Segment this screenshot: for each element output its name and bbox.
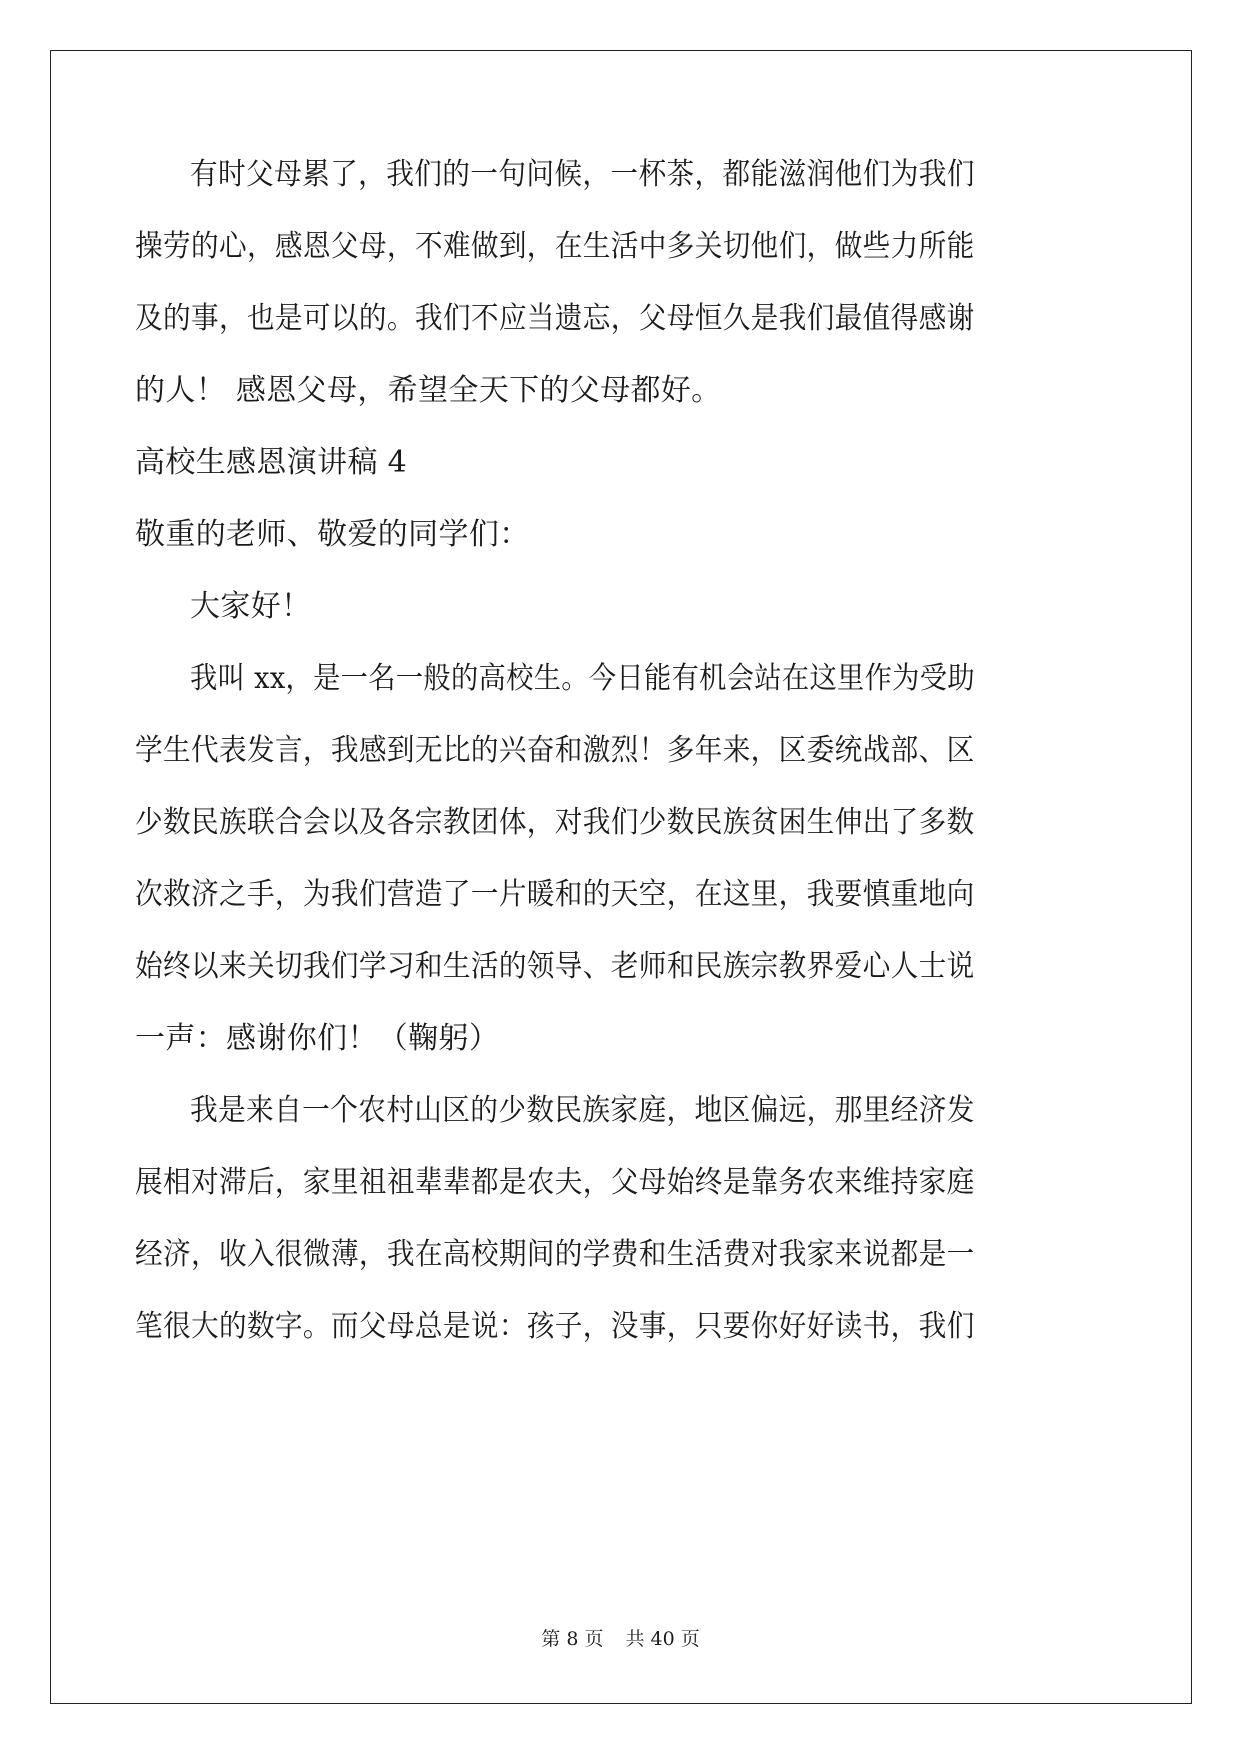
page-number: 第 8 页 [541,1628,604,1650]
body-line: 笔很大的数字。而父母总是说：孩子，没事，只要你好好读书，我们 [135,1309,975,1344]
body-line: 及的事，也是可以的。我们不应当遗忘，父母恒久是我们最值得感谢 [135,301,975,336]
body-line: 展相对滞后，家里祖祖辈辈都是农夫，父母始终是靠务农来维持家庭 [135,1165,975,1200]
total-pages: 共 40 页 [625,1628,700,1650]
body-line: 学生代表发言，我感到无比的兴奋和激烈！多年来，区委统战部、区 [135,733,975,768]
greeting: 大家好！ [190,589,312,624]
body-line: 我是来自一个农村山区的少数民族家庭，地区偏远，那里经济发 [190,1093,975,1128]
page-footer [0,1627,1241,1651]
body-line: 经济，收入很微薄，我在高校期间的学费和生活费对我家来说都是一 [135,1237,975,1272]
body-line: 的人！ 感恩父母，希望全天下的父母都好。 [135,373,722,408]
body-line: 始终以来关切我们学习和生活的领导、老师和民族宗教界爱心人士说 [135,949,975,984]
section-heading: 高校生感恩演讲稿 4 [135,445,408,480]
body-line: 操劳的心，感恩父母，不难做到，在生活中多关切他们，做些力所能 [135,229,975,264]
body-line: 少数民族联合会以及各宗教团体，对我们少数民族贫困生伸出了多数 [135,805,975,840]
salutation: 敬重的老师、敬爱的同学们： [135,517,530,552]
body-line: 我叫 xx，是一名一般的高校生。今日能有机会站在这里作为受助 [190,661,975,696]
body-line: 一声：感谢你们！（鞠躬） [135,1021,500,1056]
body-line: 有时父母累了，我们的一句问候，一杯茶，都能滋润他们为我们 [190,157,975,192]
body-line: 次救济之手，为我们营造了一片暖和的天空，在这里，我要慎重地向 [135,877,975,912]
